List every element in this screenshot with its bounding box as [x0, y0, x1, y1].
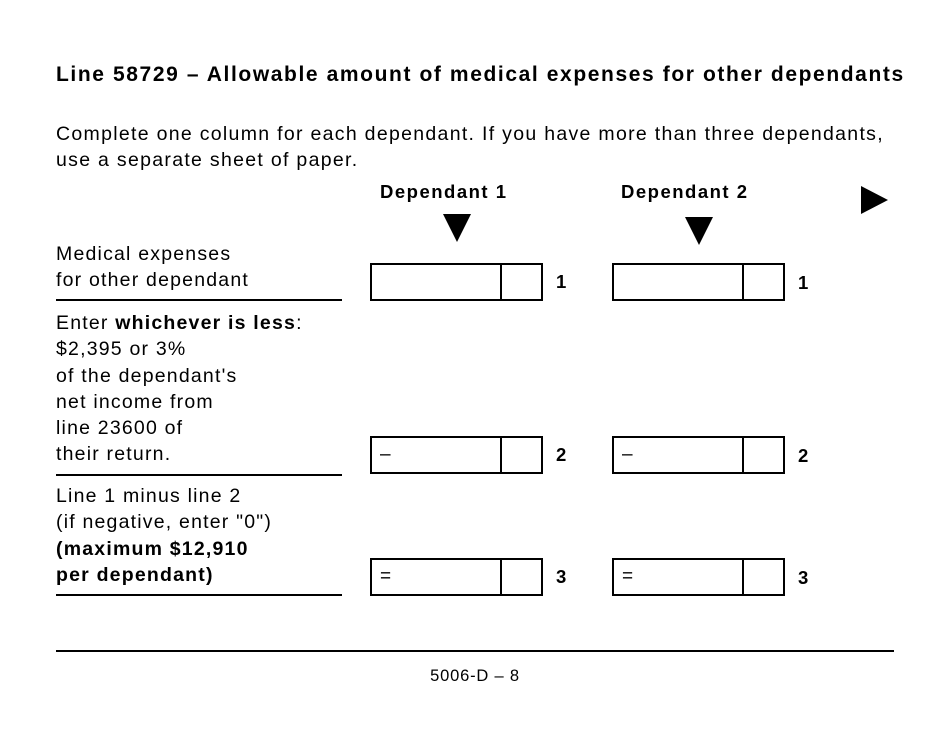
row-divider [56, 299, 342, 301]
dependant-1-line-1-field[interactable] [370, 263, 543, 301]
label-line [56, 310, 346, 336]
row-divider [56, 474, 342, 476]
footer-divider [56, 650, 894, 652]
cents-box[interactable] [502, 560, 541, 594]
column-header-dependant-2: Dependant 2 [621, 181, 749, 202]
dollars-box[interactable] [614, 265, 744, 299]
label-line: of the dependant's [56, 364, 238, 387]
instructions: Complete one column for each dependant. If you have more than three dependants, use a separate sheet of paper. [56, 123, 884, 171]
label-line: $2,395 or 3% [56, 338, 187, 361]
column-header-dependant-1: Dependant 1 [380, 181, 508, 202]
dependant-2-line-3-field[interactable] [612, 558, 785, 596]
dependant-1-line-2-field[interactable] [370, 436, 543, 474]
right-triangle-icon [861, 186, 888, 214]
label-line: net income from [56, 390, 214, 413]
minus-operator: – [622, 444, 633, 465]
dollars-box[interactable] [372, 560, 502, 594]
label-line: line 23600 of [56, 417, 184, 440]
row-1-label [56, 241, 346, 294]
page-number: 5006-D – 8 [430, 667, 520, 685]
label-line: (if negative, enter "0") [56, 511, 273, 534]
label-text: Enter [56, 312, 116, 334]
label-line: per dependant) [56, 563, 214, 586]
cents-box[interactable] [744, 438, 783, 472]
down-arrow-icon [443, 214, 471, 242]
dollars-box[interactable] [614, 560, 744, 594]
label-line: for other dependant [56, 269, 250, 292]
down-arrow-icon [685, 217, 713, 245]
line-number: 2 [798, 445, 809, 466]
line-number: 2 [556, 444, 567, 465]
row-2-label [56, 310, 346, 468]
cents-box[interactable] [502, 438, 541, 472]
line-number: 1 [798, 272, 809, 293]
cents-box[interactable] [502, 265, 541, 299]
dependant-1-line-3-field[interactable] [370, 558, 543, 596]
label-line: Line 1 minus line 2 [56, 485, 242, 507]
line-number: 3 [798, 567, 809, 588]
dependant-2-line-2-field[interactable] [612, 436, 785, 474]
equals-operator: = [622, 566, 634, 587]
cents-box[interactable] [744, 560, 783, 594]
dollars-box[interactable] [372, 438, 502, 472]
label-line: their return. [56, 443, 172, 466]
label-emphasis: whichever is less [115, 312, 297, 334]
cents-box[interactable] [744, 265, 783, 299]
label-line: Medical expenses [56, 243, 232, 265]
dollars-box[interactable] [614, 438, 744, 472]
label-text: : [296, 312, 303, 334]
row-divider [56, 594, 342, 596]
dollars-box[interactable] [372, 265, 502, 299]
dependant-2-line-1-field[interactable] [612, 263, 785, 301]
row-3-label [56, 483, 346, 588]
label-line: (maximum $12,910 [56, 537, 249, 560]
line-number: 3 [556, 566, 567, 587]
line-number: 1 [556, 271, 567, 292]
minus-operator: – [380, 444, 391, 465]
page-title: Line 58729 – Allowable amount of medical expenses for other dependants [56, 63, 905, 86]
equals-operator: = [380, 566, 392, 587]
